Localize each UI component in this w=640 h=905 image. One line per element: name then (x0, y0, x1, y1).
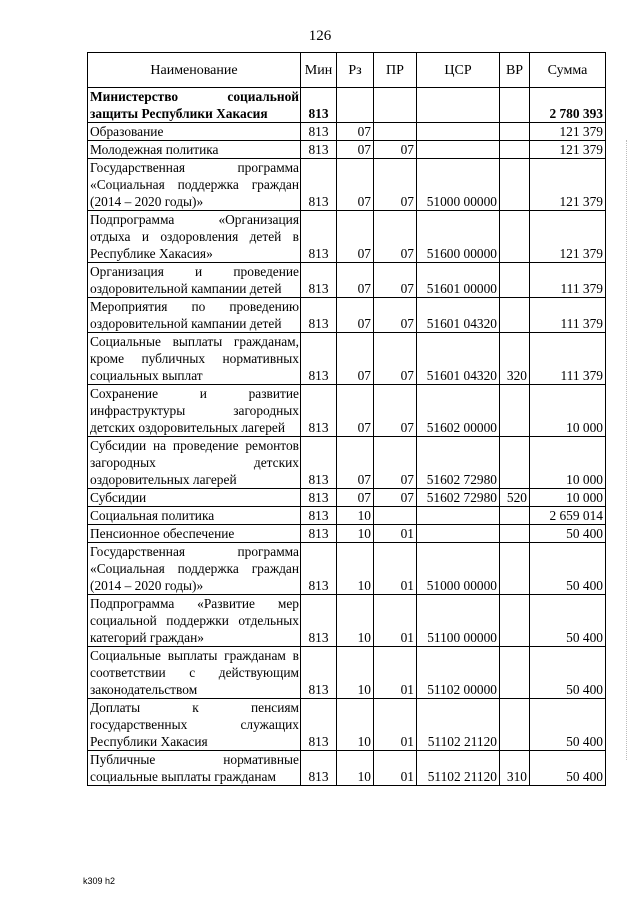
page-number: 126 (308, 28, 332, 44)
cell-csr: 51102 21120 (417, 699, 500, 751)
cell-pr: 07 (374, 437, 417, 489)
cell-sum: 50 400 (530, 699, 606, 751)
cell-csr: 51600 00000 (417, 211, 500, 263)
cell-min: 813 (301, 88, 337, 123)
column-header-name: Наименование (88, 53, 301, 88)
cell-pr: 01 (374, 751, 417, 786)
cell-csr (417, 123, 500, 141)
cell-rz: 10 (337, 525, 374, 543)
cell-min: 813 (301, 595, 337, 647)
cell-csr: 51100 00000 (417, 595, 500, 647)
cell-csr (417, 141, 500, 159)
cell-rz: 10 (337, 543, 374, 595)
table-row (88, 437, 606, 489)
cell-rz: 07 (337, 489, 374, 507)
cell-vr: 520 (500, 489, 530, 507)
cell-csr (417, 507, 500, 525)
cell-rz (337, 88, 374, 123)
cell-csr: 51000 00000 (417, 159, 500, 211)
cell-name: Пенсионное обеспечение (88, 525, 301, 543)
cell-pr (374, 507, 417, 525)
cell-pr: 01 (374, 525, 417, 543)
cell-vr (500, 647, 530, 699)
table-row (88, 263, 606, 298)
cell-name: Государственная программа «Социальная поддержка граждан (2014 – 2020 годы)» (88, 543, 301, 595)
cell-csr: 51000 00000 (417, 543, 500, 595)
cell-min: 813 (301, 437, 337, 489)
cell-rz: 07 (337, 141, 374, 159)
cell-vr (500, 507, 530, 525)
cell-sum: 50 400 (530, 751, 606, 786)
cell-sum: 50 400 (530, 647, 606, 699)
table-row (88, 123, 606, 141)
table-row (88, 141, 606, 159)
column-header-pr: ПР (374, 53, 417, 88)
cell-sum: 50 400 (530, 543, 606, 595)
cell-vr (500, 88, 530, 123)
cell-csr: 51601 04320 (417, 333, 500, 385)
cell-name: Министерство социальной защиты Республики Хакасия (88, 88, 301, 123)
column-header-rz: Рз (337, 53, 374, 88)
cell-vr (500, 298, 530, 333)
cell-rz: 07 (337, 211, 374, 263)
budget-table (87, 52, 606, 786)
cell-min: 813 (301, 543, 337, 595)
cell-sum: 2 780 393 (530, 88, 606, 123)
cell-name: Социальные выплаты гражданам в соответствии с действующим законодательством (88, 647, 301, 699)
cell-min: 813 (301, 211, 337, 263)
cell-rz: 10 (337, 595, 374, 647)
table-row (88, 595, 606, 647)
cell-vr (500, 385, 530, 437)
cell-sum: 50 400 (530, 595, 606, 647)
cell-min: 813 (301, 159, 337, 211)
cell-rz: 07 (337, 437, 374, 489)
cell-rz: 10 (337, 507, 374, 525)
cell-min: 813 (301, 525, 337, 543)
cell-sum: 111 379 (530, 298, 606, 333)
cell-pr: 01 (374, 595, 417, 647)
scan-margin-dots (626, 140, 628, 760)
cell-sum: 121 379 (530, 159, 606, 211)
cell-pr: 07 (374, 141, 417, 159)
cell-name: Организация и проведение оздоровительной кампании детей (88, 263, 301, 298)
cell-pr: 07 (374, 298, 417, 333)
cell-csr: 51601 00000 (417, 263, 500, 298)
cell-pr: 07 (374, 263, 417, 298)
cell-csr: 51102 00000 (417, 647, 500, 699)
cell-min: 813 (301, 647, 337, 699)
cell-name: Доплаты к пенсиям государственных служащих Республики Хакасия (88, 699, 301, 751)
cell-sum: 2 659 014 (530, 507, 606, 525)
cell-vr (500, 699, 530, 751)
cell-vr (500, 263, 530, 298)
cell-pr: 07 (374, 333, 417, 385)
cell-sum: 10 000 (530, 385, 606, 437)
cell-vr (500, 595, 530, 647)
cell-min: 813 (301, 385, 337, 437)
cell-pr: 01 (374, 543, 417, 595)
cell-min: 813 (301, 141, 337, 159)
table-row (88, 333, 606, 385)
cell-name: Субсидии (88, 489, 301, 507)
footer-code: k309 h2 (83, 876, 116, 886)
cell-name: Молодежная политика (88, 141, 301, 159)
table-row (88, 88, 606, 123)
column-header-vr: ВР (500, 53, 530, 88)
table-header-row (88, 53, 606, 88)
table-row (88, 385, 606, 437)
cell-min: 813 (301, 298, 337, 333)
cell-pr: 07 (374, 211, 417, 263)
cell-min: 813 (301, 507, 337, 525)
cell-rz: 07 (337, 298, 374, 333)
cell-sum: 121 379 (530, 141, 606, 159)
cell-pr: 07 (374, 489, 417, 507)
table-row (88, 211, 606, 263)
cell-sum: 121 379 (530, 123, 606, 141)
cell-vr (500, 437, 530, 489)
cell-name: Подпрограмма «Развитие мер социальной поддержки отдельных категорий граждан» (88, 595, 301, 647)
table-row (88, 647, 606, 699)
cell-csr: 51602 72980 (417, 437, 500, 489)
cell-pr: 01 (374, 647, 417, 699)
cell-vr (500, 159, 530, 211)
cell-pr: 01 (374, 699, 417, 751)
cell-min: 813 (301, 333, 337, 385)
cell-sum: 10 000 (530, 437, 606, 489)
cell-min: 813 (301, 123, 337, 141)
cell-name: Образование (88, 123, 301, 141)
cell-min: 813 (301, 699, 337, 751)
cell-vr (500, 123, 530, 141)
cell-sum: 121 379 (530, 211, 606, 263)
cell-vr (500, 525, 530, 543)
column-header-min: Мин (301, 53, 337, 88)
cell-vr: 310 (500, 751, 530, 786)
table-row (88, 159, 606, 211)
cell-rz: 07 (337, 159, 374, 211)
cell-rz: 07 (337, 333, 374, 385)
cell-name: Государственная программа «Социальная поддержка граждан (2014 – 2020 годы)» (88, 159, 301, 211)
cell-csr: 51102 21120 (417, 751, 500, 786)
cell-rz: 07 (337, 123, 374, 141)
cell-name: Публичные нормативные социальные выплаты гражданам (88, 751, 301, 786)
column-header-sum: Сумма (530, 53, 606, 88)
cell-vr: 320 (500, 333, 530, 385)
table-body (88, 88, 606, 786)
cell-min: 813 (301, 751, 337, 786)
cell-pr (374, 88, 417, 123)
cell-vr (500, 211, 530, 263)
cell-rz: 10 (337, 699, 374, 751)
cell-name: Мероприятия по проведению оздоровительной кампании детей (88, 298, 301, 333)
column-header-csr: ЦСР (417, 53, 500, 88)
cell-sum: 10 000 (530, 489, 606, 507)
cell-vr (500, 543, 530, 595)
cell-min: 813 (301, 489, 337, 507)
table-row (88, 489, 606, 507)
cell-rz: 10 (337, 647, 374, 699)
cell-sum: 50 400 (530, 525, 606, 543)
cell-sum: 111 379 (530, 263, 606, 298)
cell-csr (417, 88, 500, 123)
table-row (88, 699, 606, 751)
table-row (88, 298, 606, 333)
cell-sum: 111 379 (530, 333, 606, 385)
cell-min: 813 (301, 263, 337, 298)
table-row (88, 507, 606, 525)
cell-name: Социальные выплаты гражданам, кроме публичных нормативных социальных выплат (88, 333, 301, 385)
cell-rz: 07 (337, 385, 374, 437)
table-row (88, 543, 606, 595)
table-row (88, 525, 606, 543)
cell-csr: 51602 72980 (417, 489, 500, 507)
cell-name: Субсидии на проведение ремонтов загородных детских оздоровительных лагерей (88, 437, 301, 489)
cell-vr (500, 141, 530, 159)
cell-csr (417, 525, 500, 543)
cell-pr (374, 123, 417, 141)
cell-rz: 07 (337, 263, 374, 298)
cell-csr: 51601 04320 (417, 298, 500, 333)
table-row (88, 751, 606, 786)
cell-name: Сохранение и развитие инфраструктуры загородных детских оздоровительных лагерей (88, 385, 301, 437)
cell-pr: 07 (374, 385, 417, 437)
cell-csr: 51602 00000 (417, 385, 500, 437)
cell-rz: 10 (337, 751, 374, 786)
cell-name: Подпрограмма «Организация отдыха и оздоровления детей в Республике Хакасия» (88, 211, 301, 263)
cell-pr: 07 (374, 159, 417, 211)
cell-name: Социальная политика (88, 507, 301, 525)
